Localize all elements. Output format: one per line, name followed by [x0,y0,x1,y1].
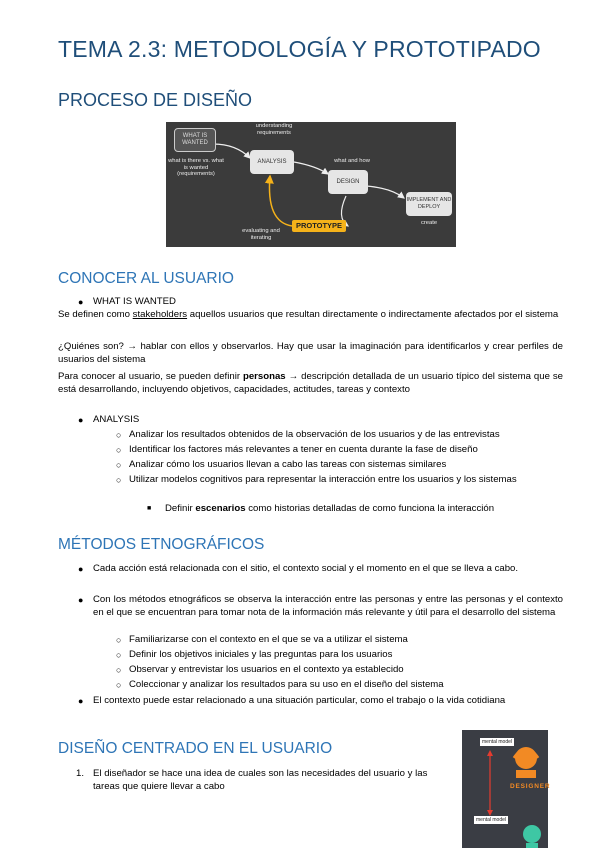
list-item: Observar y entrevistar los usuarios en el contexto ya establecido [129,664,404,675]
designer-label: DESIGNER [510,783,551,790]
designer-illustration [462,730,551,848]
paragraph-stakeholders: Se definen como stakeholders aquellos usuarios que resultan directamente o indirectamente afectados por el sistema [58,309,559,320]
implement-box: IMPLEMENT AND DEPLOY [406,192,452,216]
paragraph-quienes: ¿Quiénes son? → hablar con ellos y observarlos. Hay que usar la imaginación para identificarlos y crear perfiles de usuarios del sistema [58,341,563,365]
list-item: El contexto puede estar relacionado a una situación particular, como el trabajo o la vida cotidiana [93,695,506,706]
circle-bullet: ○ [116,430,122,440]
what-how-label: what and how [334,158,370,164]
bullet-analysis: ANALYSIS [93,414,140,425]
list-item: Analizar los resultados obtenidos de la observación de los usuarios y de las entrevistas [129,429,500,440]
section-heading-proceso: PROCESO DE DISEÑO [58,90,253,110]
circle-bullet: ○ [116,635,122,645]
mental-model-tag: mental model [482,739,513,745]
evaluating-label: evaluating and iterating [242,228,280,241]
square-bullet: ■ [147,505,152,512]
section-heading-conocer: CONOCER AL USUARIO [58,270,234,287]
bullet-dot: ● [78,696,84,706]
list-item: Coleccionar y analizar los resultados para su uso en el diseño del sistema [129,679,444,690]
circle-bullet: ○ [116,475,122,485]
paragraph-personas: Para conocer al usuario, se pueden definir personas → descripción detallada de un usuario típico del sistema que se está desarrollando, incluyendo objetivos, capacidades, actitudes, tareas y contexto [58,371,563,395]
circle-bullet: ○ [116,460,122,470]
create-label: create [420,220,438,226]
page-title: TEMA 2.3: METODOLOGÍA Y PROTOTIPADO [58,36,541,62]
design-process-diagram [166,122,456,247]
bullet-dot: ● [78,564,84,574]
list-item: Definir los objetivos iniciales y las preguntas para los usuarios [129,649,393,660]
analysis-box: ANALYSIS [250,150,294,174]
list-item: El diseñador se hace una idea de cuales son las necesidades del usuario y las tareas que quiere llevar a cabo [93,768,428,792]
bullet-dot: ● [78,595,84,605]
list-item: Utilizar modelos cognitivos para representar la interacción entre los usuarios y los sistemas [129,474,517,485]
list-item: Con los métodos etnográficos se observa la interacción entre las personas y entre las personas y el contexto en el que se encuentran para tomar nota de la información más relevante y útil para el desarrollo del sistema [93,594,563,618]
circle-bullet: ○ [116,665,122,675]
bullet-wanted: WHAT IS WANTED [93,296,176,307]
circle-bullet: ○ [116,650,122,660]
list-item: Cada acción está relacionada con el sitio, el contexto social y el momento en el que se lleva a cabo. [93,563,519,574]
wanted-box: WHAT IS WANTED [174,128,216,152]
design-box: DESIGN [328,170,368,194]
bullet-dot: ● [78,297,84,307]
mental-model-tag: mental model [476,817,507,823]
what-there-label: what is there vs. what is wanted (requirements) [168,158,224,178]
list-item: Familiarizarse con el contexto en el que se va a utilizar el sistema [129,634,408,645]
list-item-escenarios: Definir escenarios como historias detalladas de como funciona la interacción [165,503,495,514]
list-number: 1. [76,768,85,779]
circle-bullet: ○ [116,445,122,455]
section-heading-metodos: MÉTODOS ETNOGRÁFICOS [58,536,265,553]
section-heading-diseno: DISEÑO CENTRADO EN EL USUARIO [58,740,333,757]
list-item: Analizar cómo los usuarios llevan a cabo las tareas con sistemas similares [129,459,447,470]
circle-bullet: ○ [116,680,122,690]
prototype-box: PROTOTYPE [292,220,346,232]
bullet-dot: ● [78,415,84,425]
list-item: Identificar los factores más relevantes a tener en cuenta durante la fase de diseño [129,444,478,455]
stakeholders-link[interactable]: stakeholders [132,309,188,320]
understanding-label: understanding requirements [255,123,293,136]
